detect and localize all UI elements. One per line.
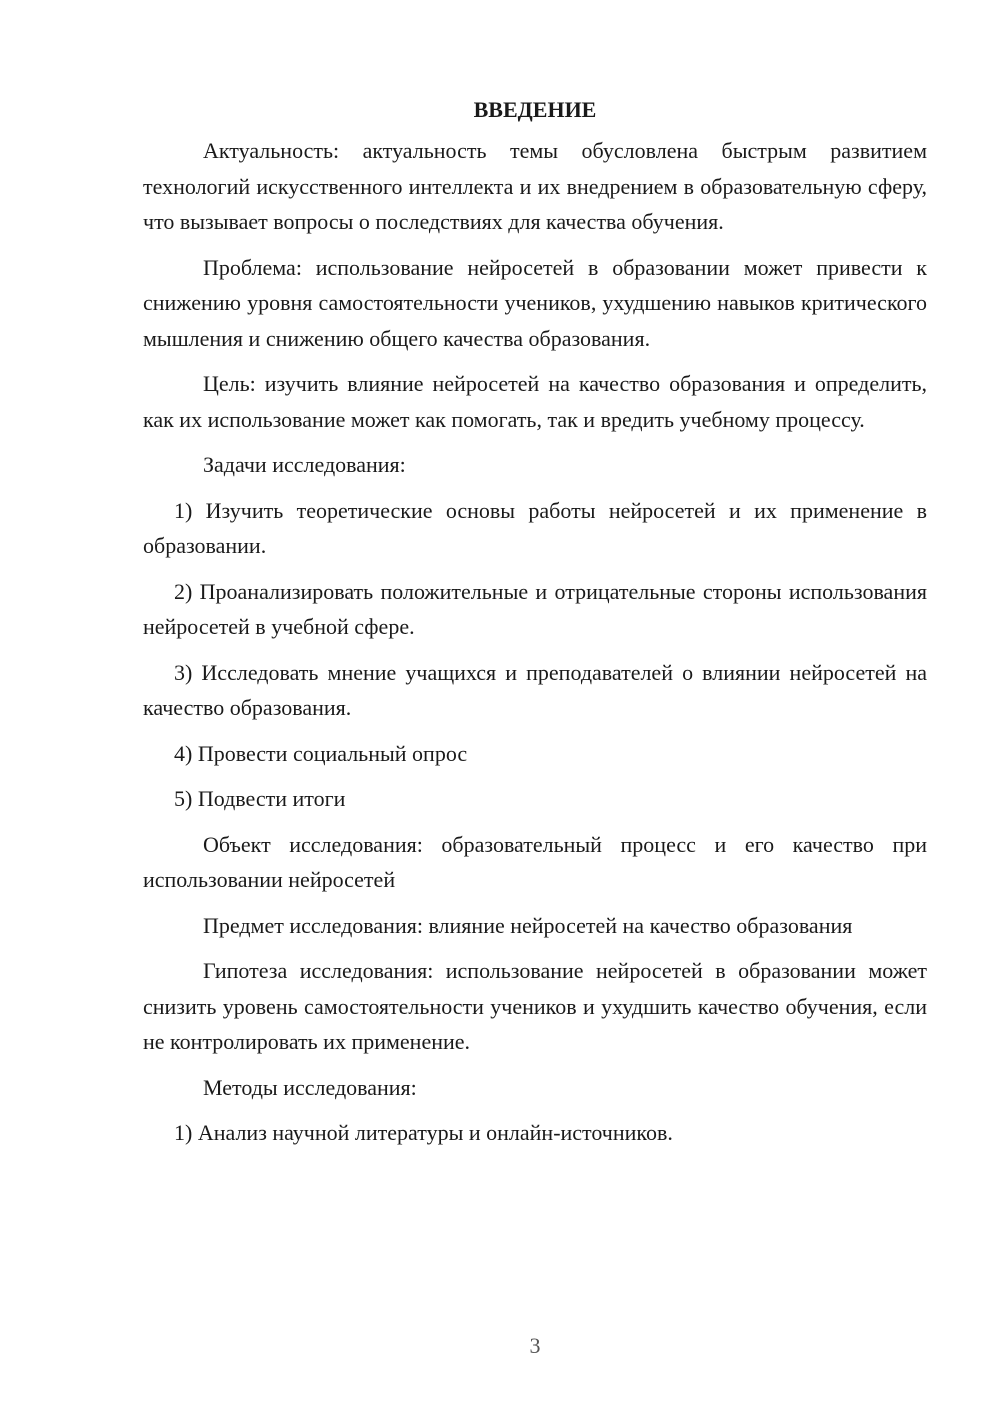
relevance-paragraph: Актуальность: актуальность темы обусловлена быстрым развитием технологий искусственного интеллекта и их внедрением в образовательную сферу, что вызывает вопросы о последствиях для качества обучения. [143,138,927,234]
task-item-1: 1) Изучить теоретические основы работы нейросетей и их применение в образовании. [143,497,927,558]
object-paragraph: Объект исследования: образовательный процесс и его качество при использовании нейросетей [143,831,927,892]
section-title: ВВЕДЕНИЕ [473,97,597,122]
subject-paragraph: Предмет исследования: влияние нейросетей на качество образования [203,912,853,938]
task-item-3: 3) Исследовать мнение учащихся и преподавателей о влиянии нейросетей на качество образования. [143,659,927,720]
page-content [143,92,927,1161]
problem-paragraph: Проблема: использование нейросетей в образовании может привести к снижению уровня самостоятельности учеников, ухудшению навыков критического мышления и снижению общего качества образования. [143,254,927,351]
method-item-1: 1) Анализ научной литературы и онлайн-источников. [174,1120,673,1145]
methods-heading: Методы исследования: [203,1074,417,1100]
task-item-4: 4) Провести социальный опрос [174,740,468,766]
task-item-2: 2) Проанализировать положительные и отрицательные стороны использования нейросетей в учебной сфере. [143,578,927,639]
hypothesis-paragraph: Гипотеза исследования: использование нейросетей в образовании может снизить уровень самостоятельности учеников и ухудшить качество обучения, если не контролировать их применение. [143,958,927,1054]
page-number: 3 [529,1333,541,1358]
goal-paragraph: Цель: изучить влияние нейросетей на качество образования и определить, как их использование может как помогать, так и вредить учебному процессу. [143,371,927,432]
task-item-5: 5) Подвести итоги [174,786,346,811]
tasks-heading: Задачи исследования: [203,452,406,477]
